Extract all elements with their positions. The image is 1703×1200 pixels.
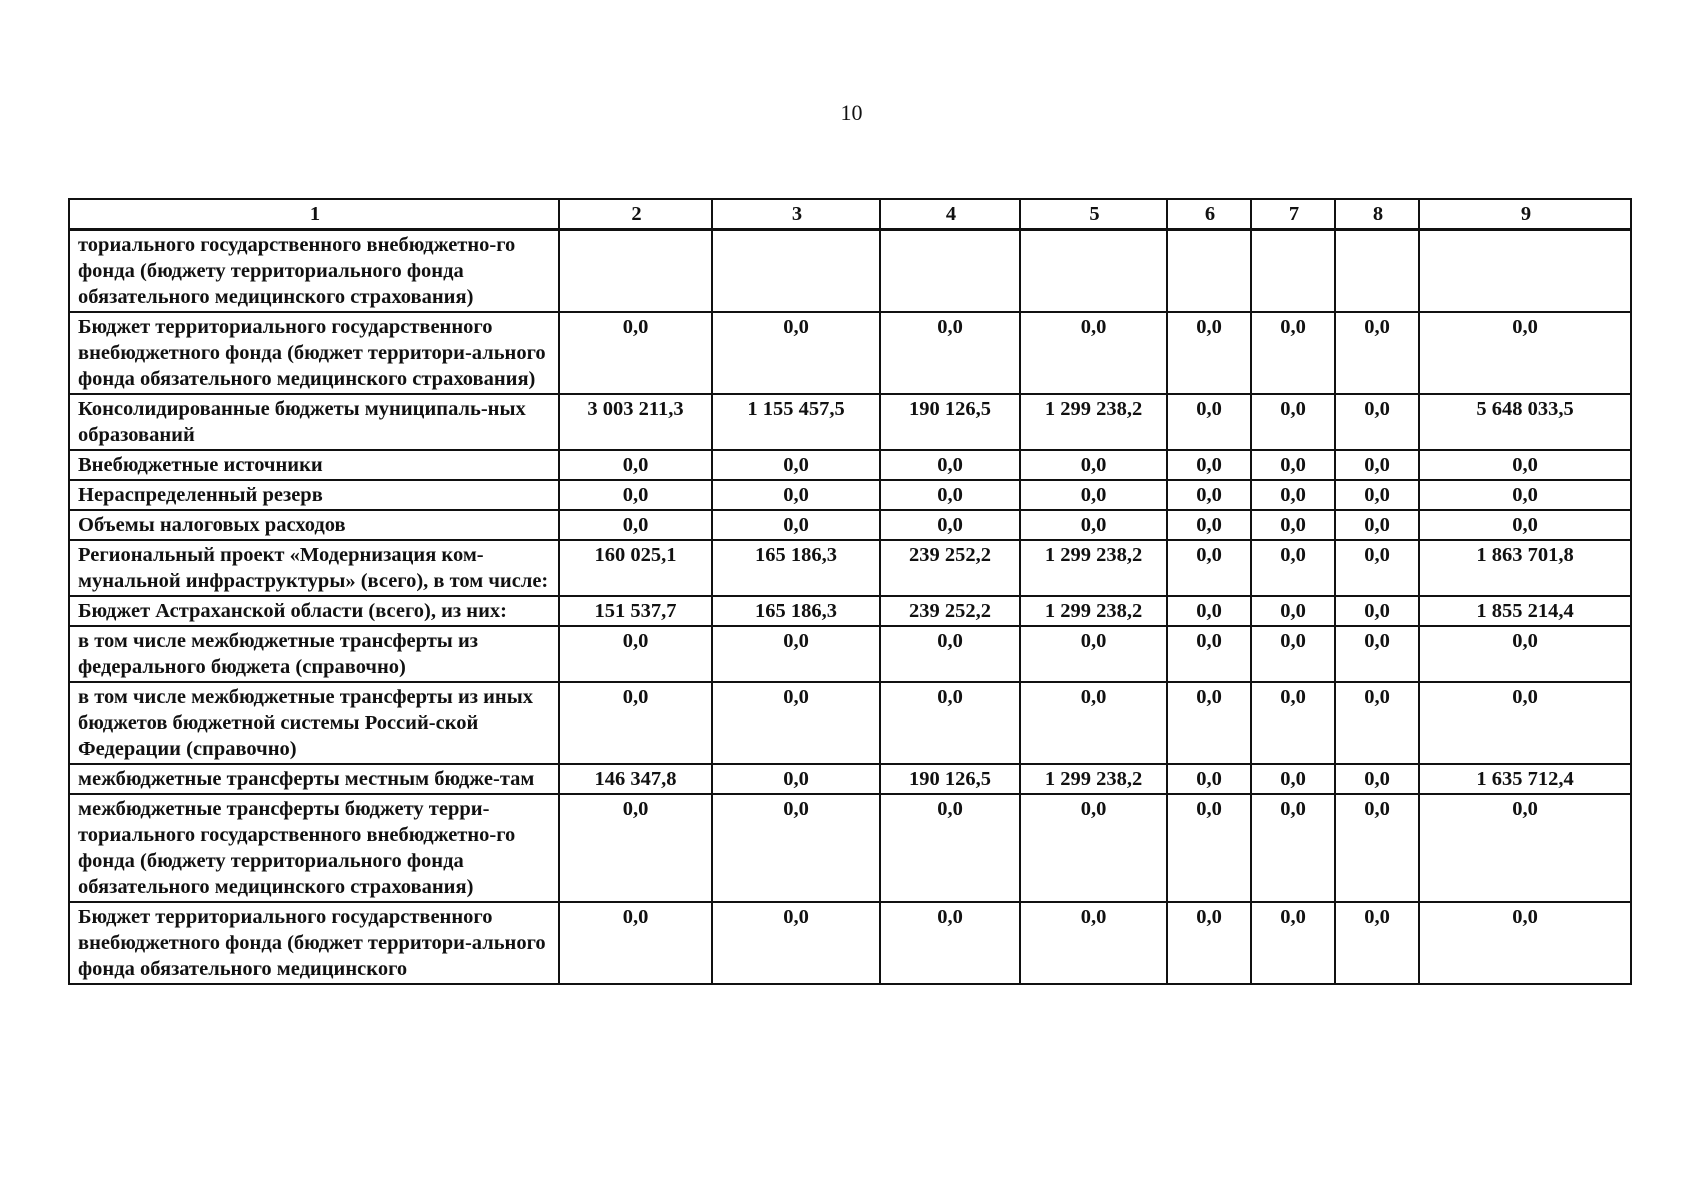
- cell-value-col-4: 190 126,5: [880, 394, 1020, 450]
- cell-value-col-4: 0,0: [880, 450, 1020, 480]
- cell-value-col-4: 0,0: [880, 794, 1020, 902]
- row-label: Внебюджетные источники: [69, 450, 559, 480]
- cell-value-col-7: 0,0: [1251, 394, 1335, 450]
- row-label: Объемы налоговых расходов: [69, 510, 559, 540]
- cell-value-col-6: 0,0: [1167, 450, 1251, 480]
- cell-value-col-6: 0,0: [1167, 510, 1251, 540]
- cell-value-col-4: [880, 230, 1020, 313]
- column-header-1: 1: [69, 199, 559, 230]
- table-row: [69, 764, 1631, 794]
- cell-value-col-3: 0,0: [712, 902, 880, 984]
- cell-value-col-6: 0,0: [1167, 794, 1251, 902]
- table-row: [69, 596, 1631, 626]
- cell-value-col-3: 0,0: [712, 480, 880, 510]
- cell-value-col-6: [1167, 230, 1251, 313]
- cell-value-col-9: 0,0: [1419, 682, 1631, 764]
- cell-value-col-2: 146 347,8: [559, 764, 712, 794]
- cell-value-col-7: 0,0: [1251, 510, 1335, 540]
- cell-value-col-2: 160 025,1: [559, 540, 712, 596]
- cell-value-col-2: 151 537,7: [559, 596, 712, 626]
- cell-value-col-3: 0,0: [712, 764, 880, 794]
- table-row: [69, 312, 1631, 394]
- cell-value-col-6: 0,0: [1167, 480, 1251, 510]
- cell-value-col-5: [1020, 230, 1167, 313]
- cell-value-col-7: 0,0: [1251, 540, 1335, 596]
- cell-value-col-8: 0,0: [1335, 394, 1419, 450]
- cell-value-col-2: 0,0: [559, 450, 712, 480]
- column-header-8: 8: [1335, 199, 1419, 230]
- row-label: Консолидированные бюджеты муниципаль-ных образований: [69, 394, 559, 450]
- table-row: [69, 510, 1631, 540]
- row-label: Региональный проект «Модернизация ком-мунальной инфраструктуры» (всего), в том числе:: [69, 540, 559, 596]
- cell-value-col-4: 0,0: [880, 626, 1020, 682]
- cell-value-col-5: 0,0: [1020, 794, 1167, 902]
- cell-value-col-9: [1419, 230, 1631, 313]
- cell-value-col-4: 0,0: [880, 682, 1020, 764]
- cell-value-col-8: 0,0: [1335, 450, 1419, 480]
- cell-value-col-3: 0,0: [712, 510, 880, 540]
- cell-value-col-4: 0,0: [880, 510, 1020, 540]
- cell-value-col-8: 0,0: [1335, 902, 1419, 984]
- cell-value-col-8: 0,0: [1335, 540, 1419, 596]
- cell-value-col-7: 0,0: [1251, 626, 1335, 682]
- cell-value-col-5: 0,0: [1020, 510, 1167, 540]
- cell-value-col-4: 239 252,2: [880, 596, 1020, 626]
- cell-value-col-6: 0,0: [1167, 312, 1251, 394]
- cell-value-col-5: 1 299 238,2: [1020, 540, 1167, 596]
- cell-value-col-9: 0,0: [1419, 626, 1631, 682]
- row-label: ториального государственного внебюджетно-го фонда (бюджету территориального фонда обязательного медицинского страхования): [69, 230, 559, 313]
- cell-value-col-3: 165 186,3: [712, 540, 880, 596]
- row-label: Бюджет Астраханской области (всего), из них:: [69, 596, 559, 626]
- cell-value-col-4: 190 126,5: [880, 764, 1020, 794]
- row-label: Бюджет территориального государственного внебюджетного фонда (бюджет территори-ального фонда обязательного медицинского: [69, 902, 559, 984]
- row-label: межбюджетные трансферты бюджету терри-ториального государственного внебюджетно-го фонда (бюджету территориального фонда обязательного медицинского страхования): [69, 794, 559, 902]
- cell-value-col-8: 0,0: [1335, 312, 1419, 394]
- cell-value-col-3: 0,0: [712, 682, 880, 764]
- cell-value-col-9: 5 648 033,5: [1419, 394, 1631, 450]
- cell-value-col-6: 0,0: [1167, 764, 1251, 794]
- cell-value-col-7: 0,0: [1251, 764, 1335, 794]
- cell-value-col-7: 0,0: [1251, 450, 1335, 480]
- cell-value-col-3: 1 155 457,5: [712, 394, 880, 450]
- cell-value-col-6: 0,0: [1167, 596, 1251, 626]
- row-label: в том числе межбюджетные трансферты из иных бюджетов бюджетной системы Россий-ской Федерации (справочно): [69, 682, 559, 764]
- row-label: Бюджет территориального государственного внебюджетного фонда (бюджет территори-ального фонда обязательного медицинского страхования): [69, 312, 559, 394]
- cell-value-col-5: 0,0: [1020, 682, 1167, 764]
- table-row: [69, 794, 1631, 902]
- cell-value-col-2: 0,0: [559, 682, 712, 764]
- cell-value-col-8: 0,0: [1335, 626, 1419, 682]
- column-header-3: 3: [712, 199, 880, 230]
- cell-value-col-7: 0,0: [1251, 480, 1335, 510]
- cell-value-col-9: 0,0: [1419, 510, 1631, 540]
- cell-value-col-6: 0,0: [1167, 394, 1251, 450]
- cell-value-col-9: 1 855 214,4: [1419, 596, 1631, 626]
- table-header-row: [69, 199, 1631, 230]
- column-header-9: 9: [1419, 199, 1631, 230]
- cell-value-col-9: 0,0: [1419, 902, 1631, 984]
- cell-value-col-5: 0,0: [1020, 450, 1167, 480]
- cell-value-col-5: 1 299 238,2: [1020, 596, 1167, 626]
- table-row: [69, 626, 1631, 682]
- cell-value-col-8: [1335, 230, 1419, 313]
- cell-value-col-3: 165 186,3: [712, 596, 880, 626]
- cell-value-col-8: 0,0: [1335, 682, 1419, 764]
- cell-value-col-5: 0,0: [1020, 312, 1167, 394]
- cell-value-col-8: 0,0: [1335, 794, 1419, 902]
- cell-value-col-9: 0,0: [1419, 450, 1631, 480]
- cell-value-col-3: 0,0: [712, 312, 880, 394]
- table-row: [69, 682, 1631, 764]
- cell-value-col-3: [712, 230, 880, 313]
- cell-value-col-9: 1 863 701,8: [1419, 540, 1631, 596]
- cell-value-col-2: 0,0: [559, 794, 712, 902]
- cell-value-col-3: 0,0: [712, 450, 880, 480]
- cell-value-col-7: [1251, 230, 1335, 313]
- cell-value-col-9: 0,0: [1419, 794, 1631, 902]
- cell-value-col-4: 0,0: [880, 480, 1020, 510]
- cell-value-col-2: 0,0: [559, 902, 712, 984]
- cell-value-col-8: 0,0: [1335, 510, 1419, 540]
- cell-value-col-6: 0,0: [1167, 626, 1251, 682]
- cell-value-col-9: 0,0: [1419, 312, 1631, 394]
- table-row: [69, 450, 1631, 480]
- page-number: 10: [840, 100, 863, 125]
- cell-value-col-2: 0,0: [559, 480, 712, 510]
- column-header-5: 5: [1020, 199, 1167, 230]
- cell-value-col-3: 0,0: [712, 626, 880, 682]
- column-header-4: 4: [880, 199, 1020, 230]
- budget-table: [68, 198, 1632, 985]
- table-row: [69, 230, 1631, 313]
- table-row: [69, 540, 1631, 596]
- cell-value-col-8: 0,0: [1335, 596, 1419, 626]
- column-header-7: 7: [1251, 199, 1335, 230]
- cell-value-col-7: 0,0: [1251, 902, 1335, 984]
- cell-value-col-5: 0,0: [1020, 480, 1167, 510]
- cell-value-col-3: 0,0: [712, 794, 880, 902]
- cell-value-col-5: 1 299 238,2: [1020, 394, 1167, 450]
- cell-value-col-2: 0,0: [559, 312, 712, 394]
- table-row: [69, 480, 1631, 510]
- cell-value-col-6: 0,0: [1167, 902, 1251, 984]
- cell-value-col-2: 0,0: [559, 626, 712, 682]
- row-label: Нераспределенный резерв: [69, 480, 559, 510]
- cell-value-col-5: 0,0: [1020, 626, 1167, 682]
- cell-value-col-4: 239 252,2: [880, 540, 1020, 596]
- cell-value-col-9: 0,0: [1419, 480, 1631, 510]
- cell-value-col-8: 0,0: [1335, 764, 1419, 794]
- cell-value-col-5: 0,0: [1020, 902, 1167, 984]
- cell-value-col-4: 0,0: [880, 312, 1020, 394]
- row-label: в том числе межбюджетные трансферты из федерального бюджета (справочно): [69, 626, 559, 682]
- table-row: [69, 902, 1631, 984]
- column-header-6: 6: [1167, 199, 1251, 230]
- cell-value-col-7: 0,0: [1251, 682, 1335, 764]
- cell-value-col-6: 0,0: [1167, 540, 1251, 596]
- column-header-2: 2: [559, 199, 712, 230]
- cell-value-col-2: 3 003 211,3: [559, 394, 712, 450]
- cell-value-col-4: 0,0: [880, 902, 1020, 984]
- cell-value-col-2: [559, 230, 712, 313]
- table-body: [69, 230, 1631, 985]
- cell-value-col-8: 0,0: [1335, 480, 1419, 510]
- cell-value-col-5: 1 299 238,2: [1020, 764, 1167, 794]
- row-label: межбюджетные трансферты местным бюдже-там: [69, 764, 559, 794]
- cell-value-col-7: 0,0: [1251, 794, 1335, 902]
- cell-value-col-7: 0,0: [1251, 596, 1335, 626]
- cell-value-col-9: 1 635 712,4: [1419, 764, 1631, 794]
- cell-value-col-2: 0,0: [559, 510, 712, 540]
- cell-value-col-6: 0,0: [1167, 682, 1251, 764]
- cell-value-col-7: 0,0: [1251, 312, 1335, 394]
- table-row: [69, 394, 1631, 450]
